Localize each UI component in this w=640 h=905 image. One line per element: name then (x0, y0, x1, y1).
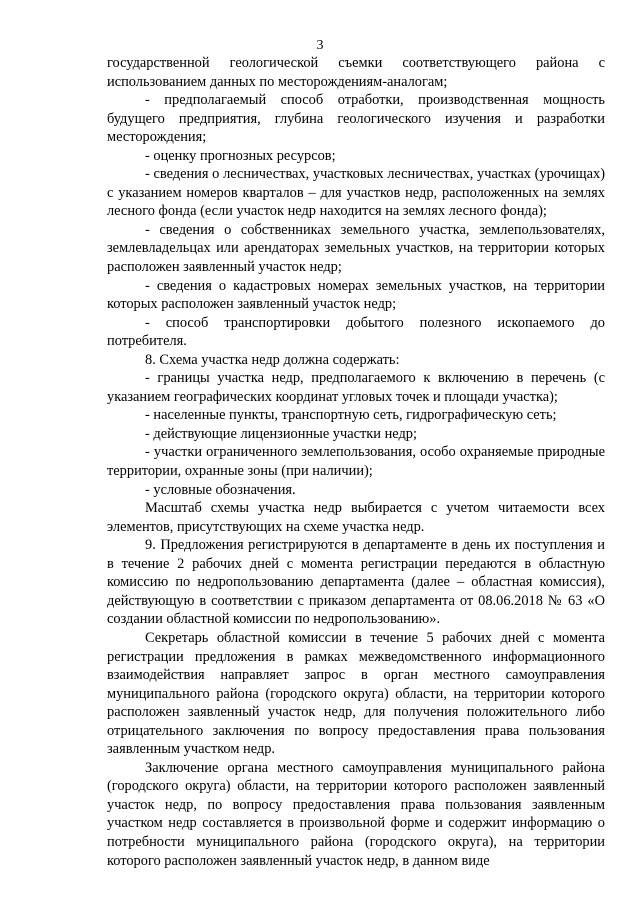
paragraph-secretary-request: Секретарь областной комиссии в течение 5 рабочих дней с момента регистрации предложения в рамках межведомственного информационного взаимодействия направляет запрос в орган местного самоуправления муниципального района (городского округа) области, на территории которого расположен заявленный участок недр, для получения положительного либо отрицательного заключения по вопросу предоставления права пользования заявленным участком недр. (107, 629, 605, 758)
list-item-forestry-info: - сведения о лесничествах, участковых лесничествах, участках (урочищах) с указанием номеров кварталов – для участков недр, расположенных на землях лесного фонда (если участок недр находится на землях лесного фонда); (107, 166, 605, 220)
paragraph-continuation: государственной геологической съемки соответствующего района с использованием данных по месторождениям-аналогам; (107, 55, 605, 90)
list-item-mining-method: - предполагаемый способ отработки, производственная мощность будущего предприятия, глубина геологического изучения и разработки месторождения; (107, 92, 605, 146)
section-9-paragraph: 9. Предложения регистрируются в департаменте в день их поступления и в течение 2 рабочих дней с момента регистрации передаются в областную комиссию по недропользованию департамента (далее – областная комиссия), действующую в соответствии с приказом департамента от 08.06.2018 № 63 «О создании областной комиссии по недропользованию». (107, 537, 605, 628)
paragraph-scale: Масштаб схемы участка недр выбирается с учетом читаемости всех элементов, присутствующих на схеме участка недр. (107, 500, 605, 535)
list-item-land-owners: - сведения о собственниках земельного участка, землепользователях, землевладельцах или арендаторах земельных участков, на территории которых расположен заявленный участок недр; (107, 221, 605, 276)
list-item-cadastral-numbers: - сведения о кадастровых номерах земельных участков, на территории которых расположен заявленный участок недр; (107, 277, 605, 313)
document-body (107, 54, 605, 870)
list-item-legend: - условные обозначения. (145, 481, 296, 498)
list-item-boundaries: - границы участка недр, предполагаемого к включению в перечень (с указанием географических координат угловых точек и площади участка); (107, 370, 605, 405)
list-item-transport-method: - способ транспортировки добытого полезного ископаемого до потребителя. (107, 314, 605, 350)
list-item-restricted-areas: - участки ограниченного землепользования, особо охраняемые природные территории, охранные зоны (при наличии); (107, 444, 605, 480)
list-item-settlements: - населенные пункты, транспортную сеть, гидрографическую сеть; (145, 407, 557, 424)
list-item-resource-estimate: - оценку прогнозных ресурсов; (145, 147, 336, 164)
page-number: 3 (316, 38, 324, 53)
paragraph-local-authority-conclusion: Заключение органа местного самоуправления муниципального района (городского округа) области, на территории которого расположен заявленный участок недр, по вопросу предоставления права пользования заявленным участком недр составляется в произвольной форме и содержит информацию о потребности муниципального района (городского округа), на территории которого расположен заявленный участок недр, в данном виде (107, 759, 605, 869)
section-8-heading: 8. Схема участка недр должна содержать: (145, 351, 400, 368)
list-item-licensed-areas: - действующие лицензионные участки недр; (145, 425, 418, 442)
